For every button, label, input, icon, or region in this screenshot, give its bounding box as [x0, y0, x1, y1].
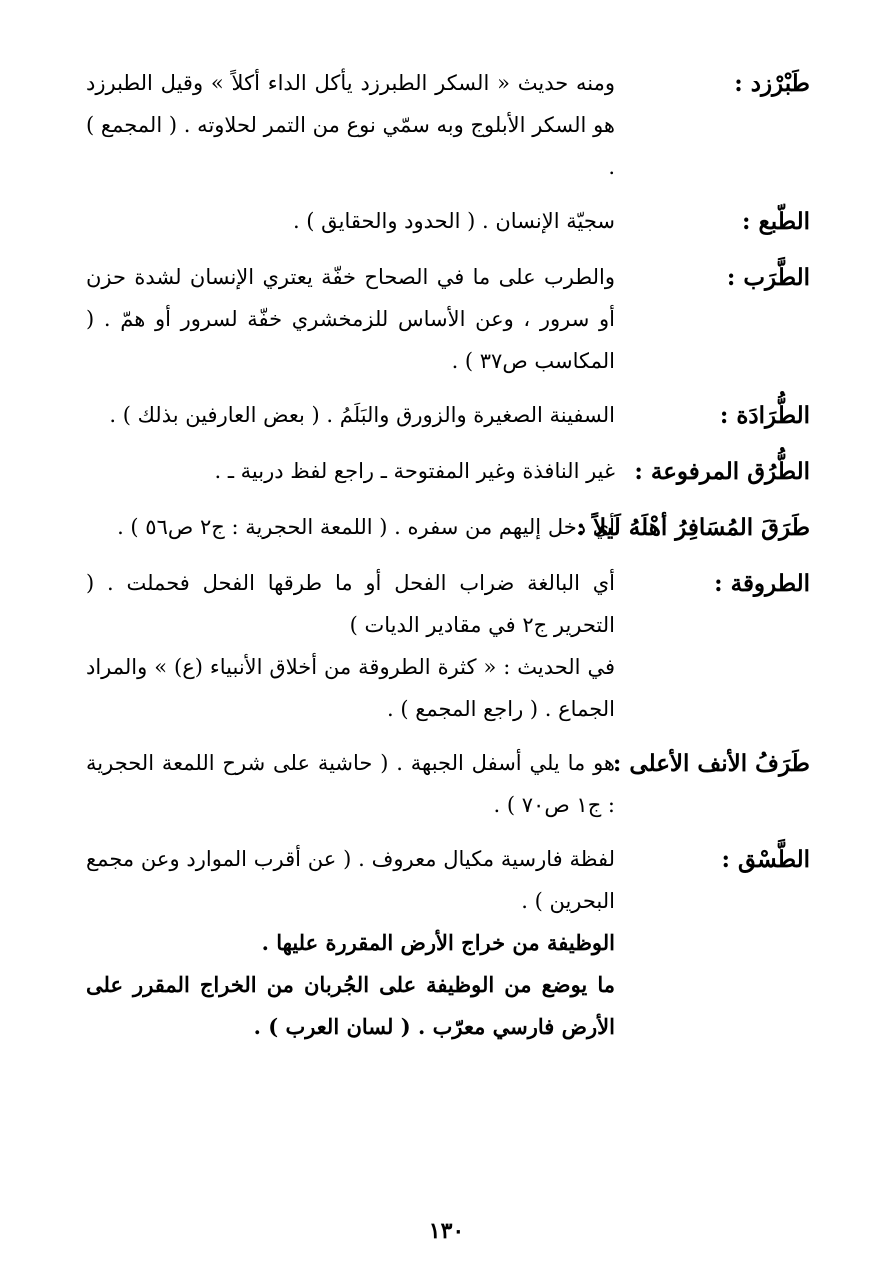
definition-paragraph: في الحديث : « كثرة الطروقة من أخلاق الأنبياء (ع) » والمراد الجماع . ( راجع المجمع ) .: [86, 655, 615, 721]
definition-paragraph: هو ما يلي أسفل الجبهة . ( حاشية على شرح اللمعة الحجرية : ج١ ص٧٠ ) .: [86, 751, 615, 817]
definition-paragraph: غير النافذة وغير المفتوحة ـ راجع لفظ دربية ـ .: [214, 459, 615, 483]
definition-paragraph: ومنه حديث « السكر الطبرزد يأكل الداء أكلاً » وقيل الطبرزد هو السكر الأبلوج وبه سمّي نوع من التمر لحلاوته . ( المجمع ) .: [86, 71, 615, 179]
entry-definition: [86, 450, 615, 492]
glossary-entry: [86, 450, 810, 494]
glossary-entries: [86, 62, 810, 1060]
entry-term: طَرَقَ المُسَافِرُ أهْلَهُ لَيلاً :: [576, 514, 810, 541]
glossary-entry: [86, 200, 810, 244]
entry-term: الطَّسْق :: [721, 846, 810, 873]
entry-definition: [86, 256, 615, 382]
definition-paragraph: لفظة فارسية مكيال معروف . ( عن أقرب الموارد وعن مجمع البحرين ) .: [86, 847, 615, 913]
definition-paragraph: سجيّة الإنسان . ( الحدود والحقايق ) .: [292, 209, 615, 233]
page-number: ١٣٠: [428, 1218, 465, 1244]
definition-paragraph: الوظيفة من خراج الأرض المقررة عليها .: [261, 930, 615, 955]
entry-term: الطُّرَادَة :: [719, 402, 810, 429]
entry-definition: [86, 394, 615, 436]
entry-term: طَبْرْزد :: [734, 70, 810, 97]
glossary-entry: [86, 838, 810, 1048]
glossary-entry: [86, 562, 810, 730]
glossary-entry: [86, 742, 810, 826]
entry-term: الطروقة :: [714, 570, 810, 597]
entry-definition: [86, 200, 615, 242]
definition-paragraph: السفينة الصغيرة والزورق والبَلَمُ . ( بعض العارفين بذلك ) .: [109, 403, 615, 427]
entry-definition: [86, 742, 615, 826]
definition-paragraph: أي دخل إليهم من سفره . ( اللمعة الحجرية : ج٢ ص٥٦ ) .: [117, 515, 615, 539]
definition-paragraph: والطرب على ما في الصحاح خفّة يعتري الإنسان لشدة حزن أو سرور ، وعن الأساس للزمخشري خفّة لسرور أو همّ . ( المكاسب ص٣٧ ) .: [86, 265, 615, 373]
glossary-entry: [86, 506, 810, 550]
entry-definition: [86, 562, 615, 730]
entry-definition: [86, 62, 615, 188]
entry-term: الطَّرَب :: [726, 264, 810, 291]
glossary-entry: [86, 256, 810, 382]
entry-term: طَرَفُ الأنف الأعلى :: [612, 750, 810, 777]
definition-paragraph: ما يوضع من الوظيفة على الجُربان من الخراج المقرر على الأرض فارسي معرّب . ( لسان العرب ) .: [86, 972, 615, 1039]
entry-term: الطّبع :: [742, 208, 810, 235]
entry-term: الطُّرُق المرفوعة :: [634, 458, 810, 485]
glossary-entry: [86, 394, 810, 438]
entry-definition: [86, 506, 615, 548]
entry-definition: [86, 838, 615, 1048]
definition-paragraph: أي البالغة ضراب الفحل أو ما طرقها الفحل فحملت . ( التحرير ج٢ في مقادير الديات ): [86, 571, 615, 637]
glossary-entry: [86, 62, 810, 188]
